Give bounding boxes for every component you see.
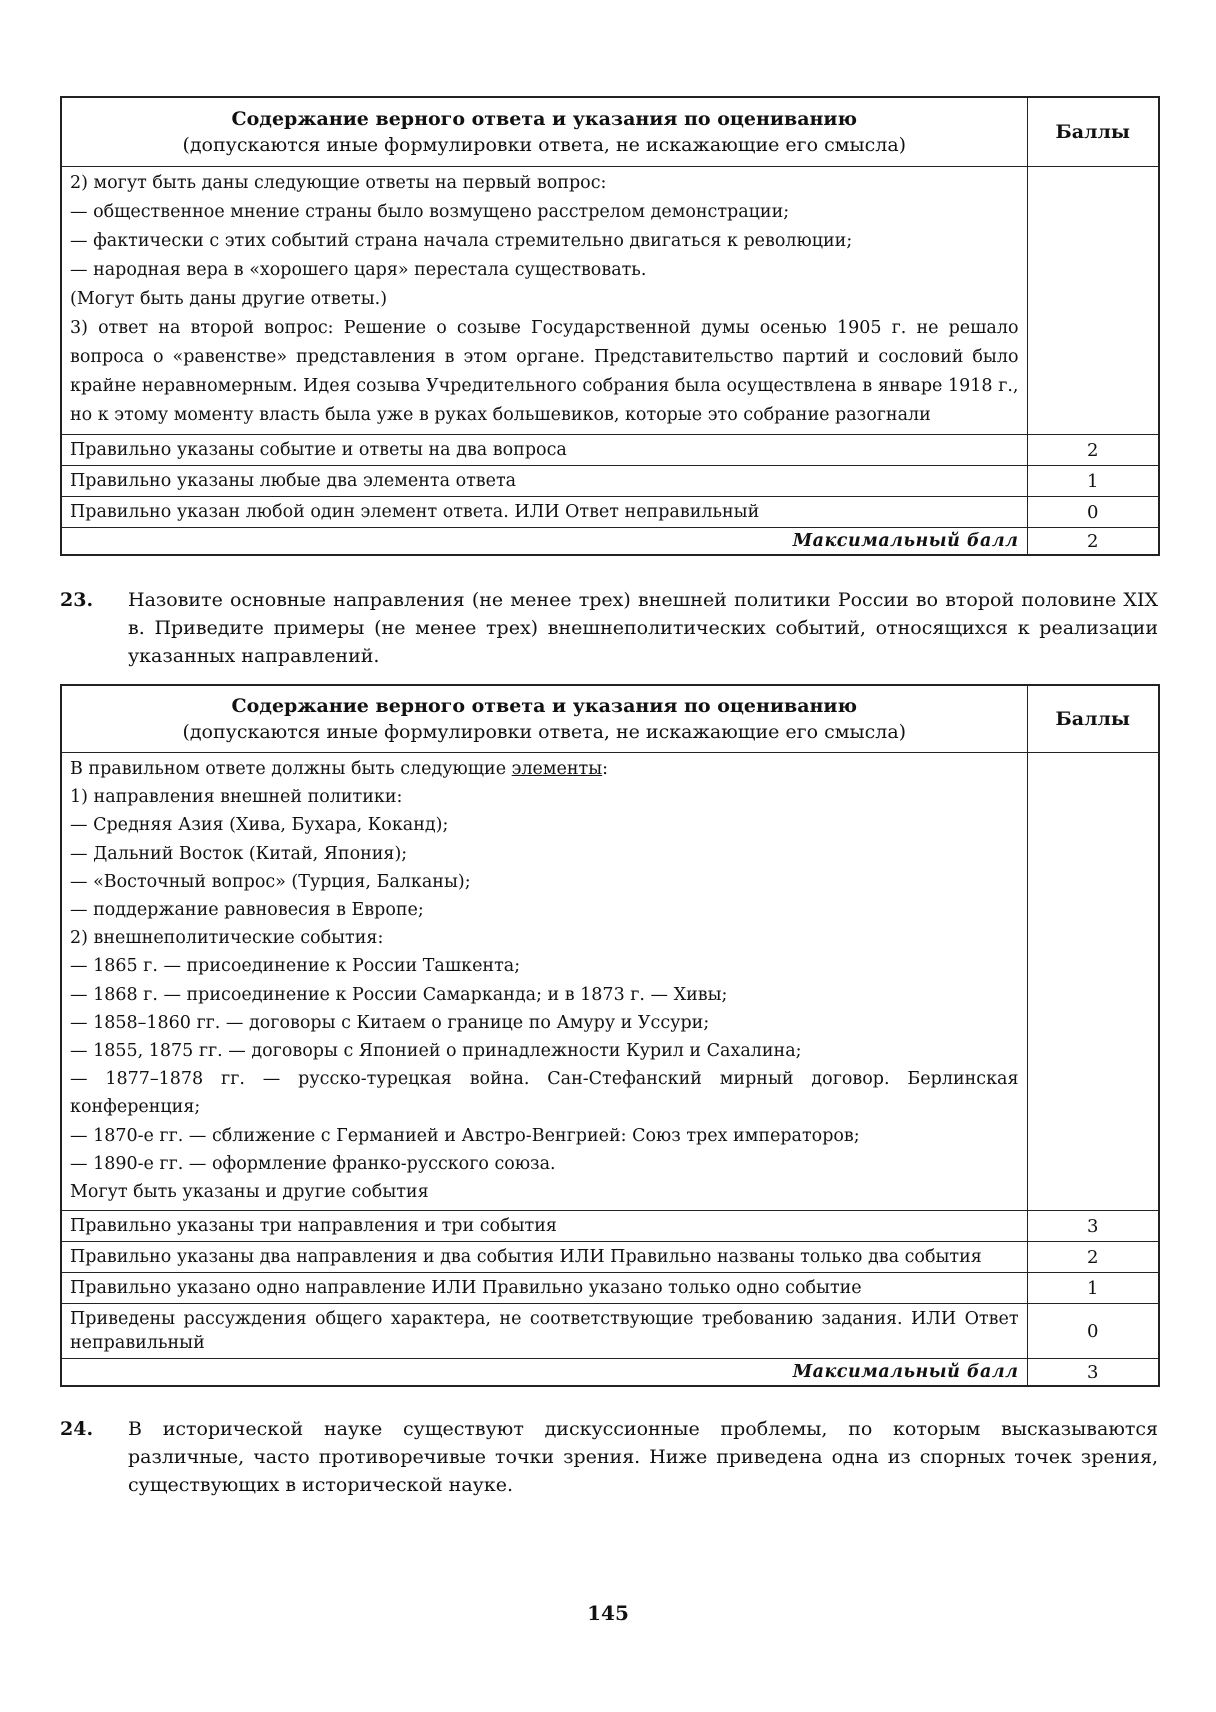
criteria-text: Правильно указаны три направления и три события <box>61 1211 1027 1242</box>
question-text: Назовите основные направления (не менее трех) внешней политики России во второй половине XIX в. Приведите примеры (не менее трех) внешнеполитических событий, относящихся к реализации указанных направлений. <box>128 589 1158 667</box>
max-score-row <box>61 528 1159 556</box>
max-score-value: 3 <box>1027 1359 1159 1387</box>
content-line: (Могут быть даны другие ответы.) <box>70 289 388 309</box>
content-paragraph: 3) ответ на второй вопрос: Решение о созыве Государственной думы осенью 1905 г. не решало вопроса о «равенстве» представления в этом органе. Представительство партий и сословий было крайне неравномерным. Идея созыва Учредительного собрания была осуществлена в январе 1918 г., но к этому моменту власть была уже в руках большевиков, которые это собрание разогнали <box>70 318 1019 425</box>
content-line: Могут быть указаны и другие события <box>70 1182 429 1203</box>
content-line: — народная вера в «хорошего царя» перестала существовать. <box>70 260 647 280</box>
empty-points-cell <box>1027 167 1159 435</box>
scoring-table-23 <box>60 684 1160 1387</box>
points-header: Баллы <box>1027 97 1159 167</box>
criteria-points: 2 <box>1027 435 1159 466</box>
question-number: 24. <box>60 1418 94 1441</box>
answer-content <box>61 167 1027 435</box>
answer-content-row <box>61 753 1159 1211</box>
content-line: — фактически с этих событий страна начала стремительно двигаться к революции; <box>70 231 853 251</box>
content-line: — 1855, 1875 гг. — договоры с Японией о принадлежности Курил и Сахалина; <box>70 1041 802 1062</box>
content-line: 2) внешнеполитические события: <box>70 928 384 949</box>
criteria-text: Правильно указаны событие и ответы на два вопроса <box>61 435 1027 466</box>
intro-underlined: элементы <box>511 759 603 779</box>
content-line: — общественное мнение страны было возмущено расстрелом демонстрации; <box>70 202 790 222</box>
content-line: — 1877–1878 гг. — русско-турецкая война. Сан-Стефанский мирный договор. Берлинская конференция; <box>70 1069 1019 1118</box>
header-title: Содержание верного ответа и указания по оцениванию <box>231 108 858 130</box>
content-line: — поддержание равновесия в Европе; <box>70 900 424 921</box>
header-title: Содержание верного ответа и указания по оцениванию <box>231 695 858 717</box>
content-line: — 1858–1860 гг. — договоры с Китаем о границе по Амуру и Уссури; <box>70 1012 710 1033</box>
criteria-row <box>61 1304 1159 1359</box>
intro-prefix: В правильном ответе должны быть следующие <box>70 759 512 779</box>
empty-points-cell <box>1027 753 1159 1211</box>
content-line: — 1890-е гг. — оформление франко-русского союза. <box>70 1153 556 1174</box>
question-23 <box>60 586 1158 670</box>
page-content <box>60 96 1158 1499</box>
max-score-label: Максимальный балл <box>61 528 1027 556</box>
criteria-points: 0 <box>1027 1304 1159 1359</box>
criteria-text: Правильно указаны любые два элемента ответа <box>61 466 1027 497</box>
page-number: 145 <box>587 1601 629 1625</box>
table-header-content <box>61 685 1027 753</box>
question-text: В исторической науке существуют дискуссионные проблемы, по которым высказываются различные, часто противоречивые точки зрения. Ниже приведена одна из спорных точек зрения, существующих в исторической науке. <box>128 1418 1158 1497</box>
table-header-row <box>61 97 1159 167</box>
criteria-row <box>61 1273 1159 1304</box>
header-subtitle: (допускаются иные формулировки ответа, не искажающие его смысла) <box>182 134 907 156</box>
criteria-row <box>61 435 1159 466</box>
criteria-text: Правильно указан любой один элемент ответа. ИЛИ Ответ неправильный <box>61 497 1027 528</box>
criteria-points: 3 <box>1027 1211 1159 1242</box>
criteria-points: 2 <box>1027 1242 1159 1273</box>
criteria-text: Приведены рассуждения общего характера, не соответствующие требованию задания. ИЛИ Ответ неправильный <box>61 1304 1027 1359</box>
answer-content <box>61 753 1027 1211</box>
criteria-text: Правильно указано одно направление ИЛИ Правильно указано только одно событие <box>61 1273 1027 1304</box>
content-line: — 1865 г. — присоединение к России Ташкента; <box>70 956 521 977</box>
criteria-row <box>61 497 1159 528</box>
criteria-points: 0 <box>1027 497 1159 528</box>
points-header: Баллы <box>1027 685 1159 753</box>
criteria-row <box>61 1211 1159 1242</box>
answer-content-row <box>61 167 1159 435</box>
criteria-text: Правильно указаны два направления и два события ИЛИ Правильно названы только два события <box>61 1242 1027 1273</box>
question-number: 23. <box>60 589 94 611</box>
content-line: — Дальний Восток (Китай, Япония); <box>70 843 408 864</box>
content-line: 1) направления внешней политики: <box>70 787 403 808</box>
table-header-row <box>61 685 1159 753</box>
content-line: 2) могут быть даны следующие ответы на первый вопрос: <box>70 173 607 193</box>
intro-suffix: : <box>602 759 609 779</box>
criteria-row <box>61 1242 1159 1273</box>
max-score-row <box>61 1359 1159 1387</box>
content-intro <box>70 755 1019 783</box>
table-header-content <box>61 97 1027 167</box>
content-line: — «Восточный вопрос» (Турция, Балканы); <box>70 871 471 892</box>
max-score-value: 2 <box>1027 528 1159 556</box>
content-line: — 1870-е гг. — сближение с Германией и Австро-Венгрией: Союз трех императоров; <box>70 1125 860 1146</box>
max-score-label: Максимальный балл <box>61 1359 1027 1387</box>
criteria-row <box>61 466 1159 497</box>
criteria-points: 1 <box>1027 466 1159 497</box>
scoring-table-22 <box>60 96 1160 556</box>
content-line: — 1868 г. — присоединение к России Самарканда; и в 1873 г. — Хивы; <box>70 984 728 1005</box>
criteria-points: 1 <box>1027 1273 1159 1304</box>
header-subtitle: (допускаются иные формулировки ответа, не искажающие его смысла) <box>182 721 907 743</box>
question-24 <box>60 1415 1158 1499</box>
content-line: — Средняя Азия (Хива, Бухара, Коканд); <box>70 815 449 836</box>
